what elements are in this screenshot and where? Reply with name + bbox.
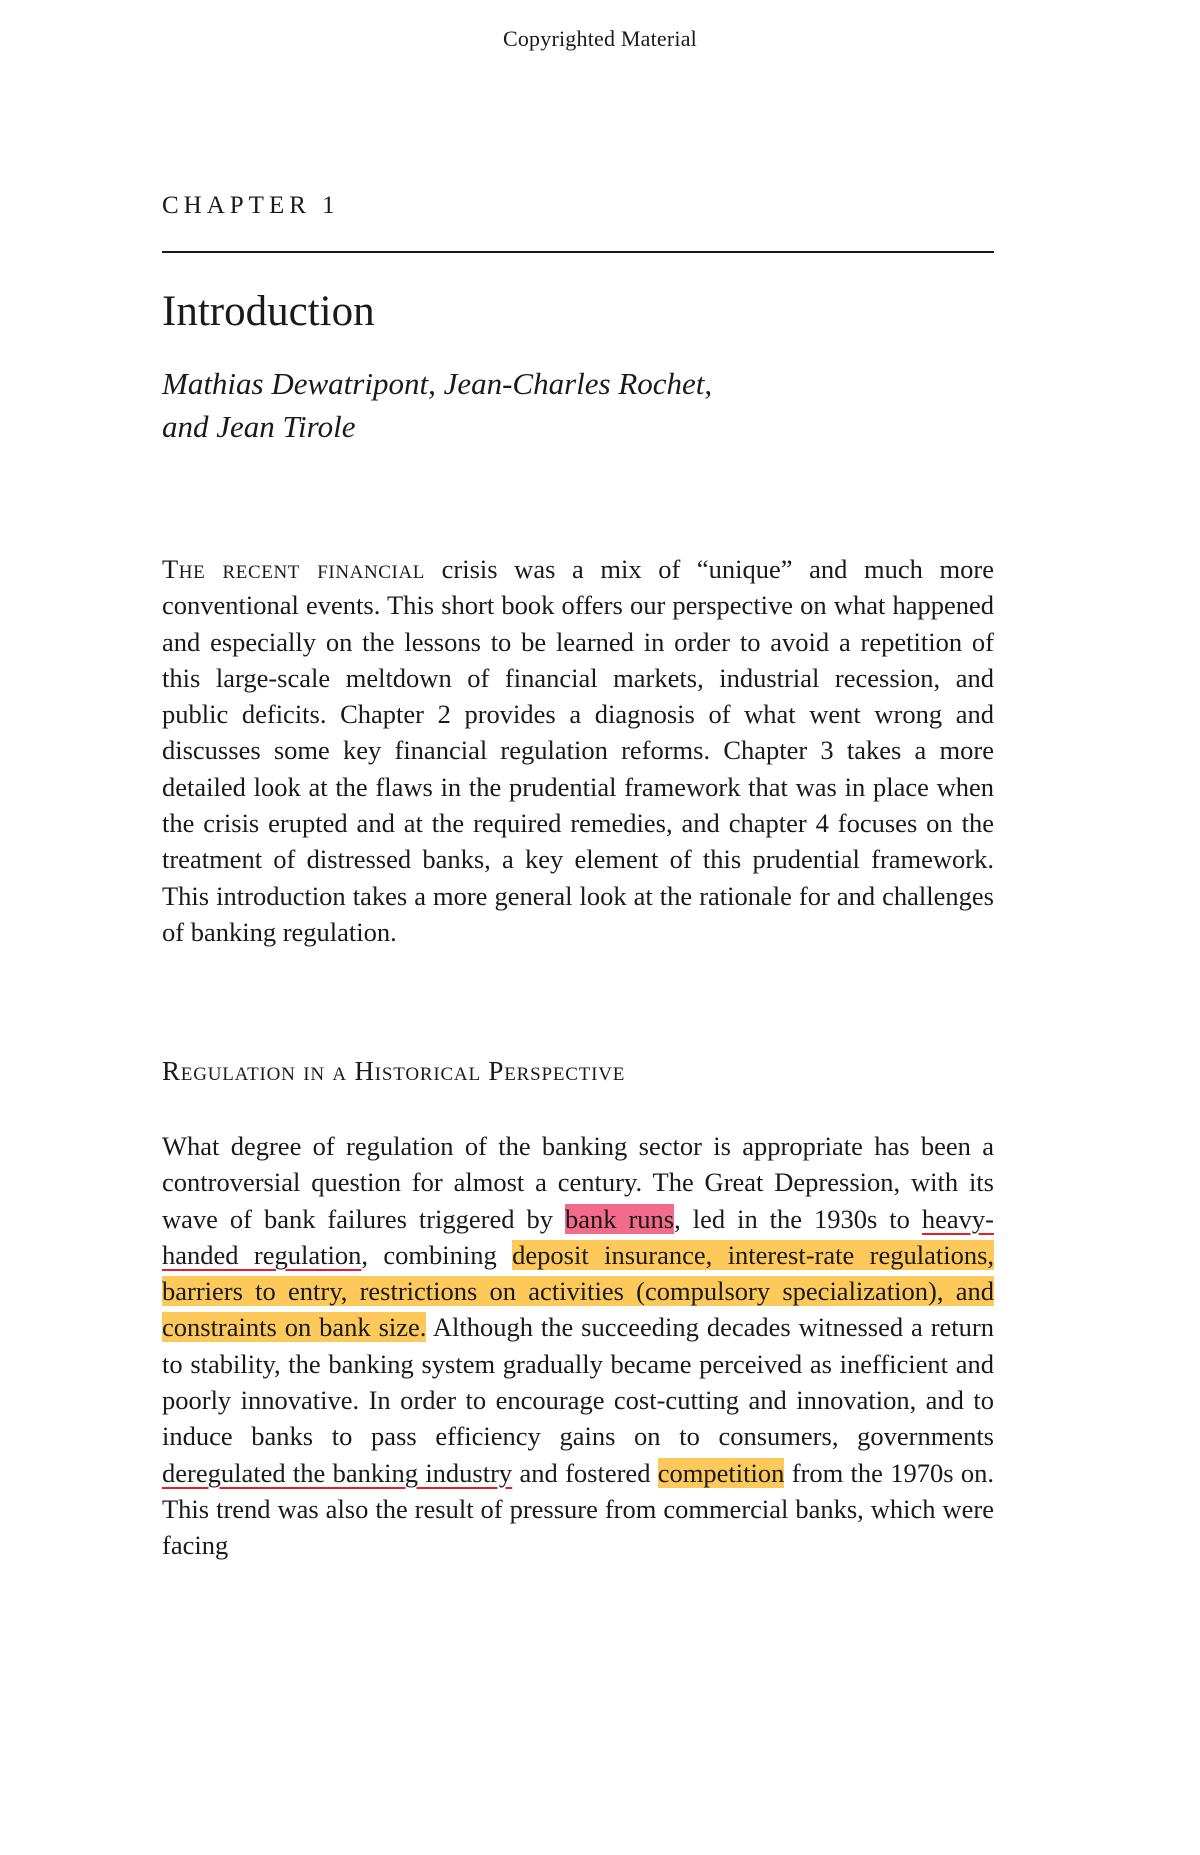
underline-heavy-handed-regulation[interactable]: heavy-handed regulation bbox=[162, 1203, 995, 1270]
chapter-divider bbox=[162, 251, 994, 253]
paragraph-text: and fostered bbox=[512, 1457, 658, 1488]
paragraph-text: , led in the 1930s to bbox=[674, 1203, 922, 1234]
paragraph-text: , combining bbox=[361, 1239, 513, 1270]
authors-line-2: and Jean Tirole bbox=[162, 409, 356, 444]
intro-paragraph-text: crisis was a mix of “unique” and much more conventional events. This short book offers our perspective on what happened and especially on the lessons to be learned in order to avoid a repetition of this large-scale meltdown of financial markets, industrial recession, and public deficits. Chapter 2 provides a diagnosis of what went wrong and discusses some key financial regulation reforms. Chapter 3 takes a more detailed look at the flaws in the prudential framework that was in place when the crisis erupted and at the required remedies, and chapter 4 focuses on the treatment of distressed banks, a key element of this prudential framework. This introduction takes a more general look at the rationale for and challenges of banking regulation. bbox=[162, 554, 994, 947]
section-heading: Regulation in a Historical Perspective bbox=[162, 1056, 626, 1086]
chapter-label: CHAPTER 1 bbox=[162, 192, 340, 219]
regulation-paragraph bbox=[162, 1128, 994, 1564]
chapter-authors bbox=[162, 362, 712, 448]
highlight-competition[interactable]: competition bbox=[657, 1457, 785, 1488]
paragraph-text: from the 1970s on. This trend was also the result of pressure from commercial banks, which were facing bbox=[162, 1457, 994, 1561]
lead-in-small-caps: The recent financial bbox=[162, 554, 426, 584]
highlight-deposit-insurance[interactable]: deposit insurance, interest-rate regulations, barriers to entry, restrictions on activities (compulsory specialization), and constraints on bank size. bbox=[162, 1239, 995, 1343]
intro-paragraph bbox=[162, 551, 994, 950]
copyright-notice: Copyrighted Material bbox=[502, 26, 697, 51]
chapter-title: Introduction bbox=[162, 288, 375, 335]
underline-deregulated-banking[interactable]: deregulated the banking industry bbox=[162, 1457, 513, 1488]
paragraph-text: What degree of regulation of the banking sector is appropriate has been a controversial question for almost a century. The Great Depression, with its wave of bank failures triggered by bbox=[162, 1131, 994, 1234]
highlight-bank-runs[interactable]: bank runs bbox=[564, 1203, 675, 1234]
paragraph-text: Although the succeeding decades witnessed a return to stability, the banking system gradually became perceived as inefficient and poorly innovative. In order to encourage cost-cutting and innovation, and to induce banks to pass efficiency gains on to consumers, governments bbox=[162, 1312, 994, 1452]
authors-line-1: Mathias Dewatripont, Jean-Charles Rochet, bbox=[162, 366, 713, 401]
